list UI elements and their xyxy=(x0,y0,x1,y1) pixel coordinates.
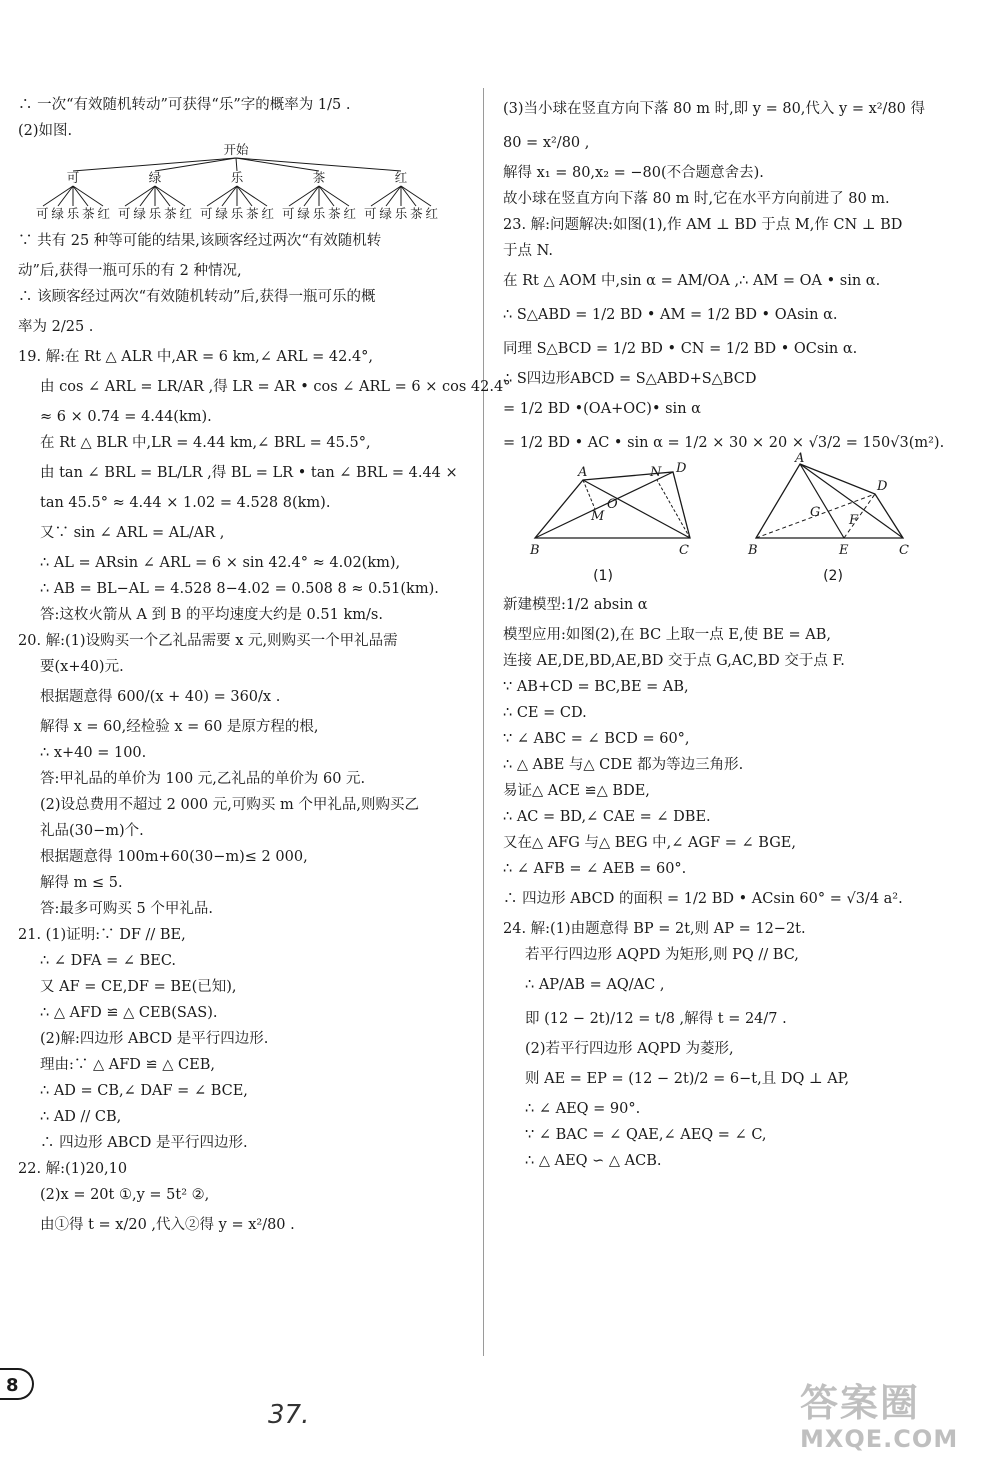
text-line: tan 45.5° ≈ 4.44 × 1.02 = 4.528 8(km). xyxy=(40,495,331,511)
text-line: ∴ △ AFD ≌ △ CEB(SAS). xyxy=(40,1005,218,1021)
text-line: 又∵ sin ∠ ARL = AL/AR , xyxy=(40,525,225,541)
point-label: B xyxy=(748,543,758,558)
site-watermark xyxy=(800,1372,994,1460)
tree-svg xyxy=(18,144,470,224)
point-label: G xyxy=(810,505,821,520)
text-line: 由 cos ∠ ARL = LR/AR ,得 LR = AR • cos ∠ ARL = 6 × cos 42.4° xyxy=(40,379,511,395)
text-line: 根据题意得 100m+60(30−m)≤ 2 000, xyxy=(40,849,308,865)
tree-edge xyxy=(73,186,103,206)
tree-edge xyxy=(319,186,334,206)
text-line: 80 = x²/80 , xyxy=(503,135,590,151)
tree-edge xyxy=(73,186,88,206)
text-line: 于点 N. xyxy=(503,243,553,259)
text-line: 解得 x₁ = 80,x₂ = −80(不合题意舍去). xyxy=(503,165,764,181)
tree-branch-label: 可 xyxy=(66,170,80,185)
text-line: 又 AF = CE,DF = BE(已知), xyxy=(40,979,237,995)
text-line: 答:甲礼品的单价为 100 元,乙礼品的单价为 60 元. xyxy=(40,771,366,787)
tree-leaf-labels: 可绿乐茶红 xyxy=(282,206,356,221)
tree-edge xyxy=(155,158,236,171)
text-line: ∴ 一次“有效随机转动”可获得“乐”字的概率为 1/5 . xyxy=(18,97,351,113)
point-label: M xyxy=(591,509,605,524)
text-line: (2)设总费用不超过 2 000 元,可购买 m 个甲礼品,则购买乙 xyxy=(40,797,419,813)
page-number: 8 xyxy=(0,1368,34,1400)
text-line: 在 Rt △ AOM 中,sin α = AM/OA ,∴ AM = OA • sin α. xyxy=(503,273,881,289)
text-line: ∵ AB+CD = BC,BE = AB, xyxy=(503,679,689,695)
tree-edge xyxy=(155,186,170,206)
tree-edge xyxy=(43,186,73,206)
tree-leaf-labels: 可绿乐茶红 xyxy=(364,206,438,221)
figure-2-quadrilateral xyxy=(747,451,909,584)
tree-edge xyxy=(401,186,416,206)
point-label: C xyxy=(679,543,689,558)
text-line: 答:这枚火箭从 A 到 B 的平均速度大约是 0.51 km/s. xyxy=(40,607,383,623)
text-line: 22. 解:(1)20,10 xyxy=(18,1161,128,1177)
text-line: 23. 解:问题解决:如图(1),作 AM ⊥ BD 于点 M,作 CN ⊥ BD xyxy=(503,217,903,233)
tree-edge xyxy=(237,186,267,206)
text-line: ≈ 6 × 0.74 = 4.44(km). xyxy=(40,409,212,425)
text-line: 同理 S△BCD = 1/2 BD • CN = 1/2 BD • OCsin α. xyxy=(503,341,858,357)
text-line: ∴ △ ABE 与△ CDE 都为等边三角形. xyxy=(503,757,744,773)
tree-edge xyxy=(207,186,237,206)
tree-branch-label: 红 xyxy=(394,170,408,185)
point-label: A xyxy=(795,451,805,466)
text-line: 在 Rt △ BLR 中,LR = 4.44 km,∠ BRL = 45.5°, xyxy=(40,435,371,451)
tree-branch-label: 绿 xyxy=(148,170,162,185)
tree-edge xyxy=(125,186,155,206)
text-line: 答:最多可购买 5 个甲礼品. xyxy=(40,901,213,917)
text-line: = 1/2 BD • AC • sin α = 1/2 × 30 × 20 × √3/2 = 150√3(m²). xyxy=(503,435,945,451)
text-line: 新建模型:1/2 absin α xyxy=(503,597,648,613)
text-line: 率为 2/25 . xyxy=(18,319,94,335)
text-line: 即 (12 − 2t)/12 = t/8 ,解得 t = 24/7 . xyxy=(525,1011,787,1027)
text-line: 要(x+40)元. xyxy=(40,659,124,675)
tree-edge xyxy=(222,186,237,206)
tree-branch-label: 茶 xyxy=(312,170,326,185)
column-divider xyxy=(483,88,484,1356)
text-line: = 1/2 BD •(OA+OC)• sin α xyxy=(503,401,701,417)
probability-tree-diagram xyxy=(18,144,470,224)
tree-edge xyxy=(237,186,252,206)
tree-root-label: 开始 xyxy=(223,142,249,157)
text-line: 由 tan ∠ BRL = BL/LR ,得 BL = LR • tan ∠ BRL = 4.44 × xyxy=(40,465,458,481)
text-line: ∴ 该顾客经过两次“有效随机转动”后,获得一瓶可乐的概 xyxy=(18,289,376,305)
text-line: 解得 x = 60,经检验 x = 60 是原方程的根, xyxy=(40,719,319,735)
text-line: ∴ 四边形 ABCD 的面积 = 1/2 BD • ACsin 60° = √3/4 a². xyxy=(503,891,903,907)
point-label: N xyxy=(650,465,662,480)
tree-leaf-labels: 可绿乐茶红 xyxy=(200,206,274,221)
text-line: 解得 m ≤ 5. xyxy=(40,875,123,891)
text-line: ∴ AC = BD,∠ CAE = ∠ DBE. xyxy=(503,809,711,825)
tree-edge xyxy=(58,186,73,206)
text-line: 21. (1)证明:∵ DF // BE, xyxy=(18,927,186,943)
point-label: O xyxy=(607,497,618,512)
text-line: 礼品(30−m)个. xyxy=(40,823,144,839)
point-label: A xyxy=(578,465,588,480)
text-line: 易证△ ACE ≌△ BDE, xyxy=(503,783,650,799)
text-line: (2)x = 20t ①,y = 5t² ②, xyxy=(40,1187,210,1203)
figure-1-caption: (1) xyxy=(593,568,613,584)
tree-edge xyxy=(319,186,349,206)
tree-edge xyxy=(140,186,155,206)
text-line: (3)当小球在竖直方向下落 80 m 时,即 y = 80,代入 y = x²/80 得 xyxy=(503,101,926,117)
text-line: ∴ ∠ DFA = ∠ BEC. xyxy=(40,953,177,969)
text-line: 理由:∵ △ AFD ≌ △ CEB, xyxy=(40,1057,215,1073)
text-line: ∴ S△ABD = 1/2 BD • AM = 1/2 BD • OAsin α. xyxy=(503,307,838,323)
tree-edge xyxy=(289,186,319,206)
tree-edge xyxy=(386,186,401,206)
text-line: (2)如图. xyxy=(18,123,73,139)
text-line: ∴ AD // CB, xyxy=(40,1109,122,1125)
text-line: ∴ x+40 = 100. xyxy=(40,745,147,761)
text-line: 连接 AE,DE,BD,AE,BD 交于点 G,AC,BD 交于点 F. xyxy=(503,653,845,669)
tree-edge xyxy=(371,186,401,206)
tree-branch-label: 乐 xyxy=(230,170,244,185)
text-line: 根据题意得 600/(x + 40) = 360/x . xyxy=(40,689,281,705)
watermark-url: MXQE.COM xyxy=(800,1425,959,1453)
text-line: ∴ AP/AB = AQ/AC , xyxy=(525,977,665,993)
text-line: (2)解:四边形 ABCD 是平行四边形. xyxy=(40,1031,269,1047)
text-line: ∴ CE = CD. xyxy=(503,705,587,721)
figures-svg xyxy=(503,451,963,588)
text-line: 19. 解:在 Rt △ ALR 中,AR = 6 km,∠ ARL = 42.4°, xyxy=(18,349,374,365)
watermark-logo: 答案圈 xyxy=(800,1381,921,1425)
text-line: ∴ △ AEQ ∽ △ ACB. xyxy=(525,1153,662,1169)
text-line: ∴ ∠ AFB = ∠ AEB = 60°. xyxy=(503,861,687,877)
text-line: 故小球在竖直方向下落 80 m 时,它在水平方向前进了 80 m. xyxy=(503,191,890,207)
geometry-figures xyxy=(503,451,963,588)
text-line: 模型应用:如图(2),在 BC 上取一点 E,使 BE = AB, xyxy=(503,627,832,643)
text-line: ∴ S四边形ABCD = S△ABD+S△BCD xyxy=(503,371,757,387)
point-label: E xyxy=(839,543,849,558)
point-label: D xyxy=(877,479,888,494)
text-line: 20. 解:(1)设购买一个乙礼品需要 x 元,则购买一个甲礼品需 xyxy=(18,633,398,649)
text-line: 若平行四边形 AQPD 为矩形,则 PQ // BC, xyxy=(525,947,799,963)
text-line: (2)若平行四边形 AQPD 为菱形, xyxy=(525,1041,734,1057)
text-line: ∴ AL = ARsin ∠ ARL = 6 × sin 42.4° ≈ 4.02(km), xyxy=(40,555,401,571)
left-column xyxy=(18,92,511,1242)
point-label: B xyxy=(530,543,540,558)
text-line: 又在△ AFG 与△ BEG 中,∠ AGF = ∠ BGE, xyxy=(503,835,796,851)
point-label: D xyxy=(676,461,687,476)
text-line: ∵ ∠ ABC = ∠ BCD = 60°, xyxy=(503,731,690,747)
tree-edge xyxy=(236,158,319,171)
figure-2-caption: (2) xyxy=(823,568,843,584)
tree-leaf-labels: 可绿乐茶红 xyxy=(36,206,110,221)
text-line: ∴ AD = CB,∠ DAF = ∠ BCE, xyxy=(40,1083,248,1099)
handwritten-note: 37. xyxy=(268,1400,310,1430)
text-line: ∵ 共有 25 种等可能的结果,该顾客经过两次“有效随机转 xyxy=(18,233,382,249)
text-line: 动”后,获得一瓶可乐的有 2 种情况, xyxy=(18,263,242,279)
tree-edge xyxy=(401,186,431,206)
text-line: 由①得 t = x/20 ,代入②得 y = x²/80 . xyxy=(40,1217,295,1233)
point-label: C xyxy=(899,543,909,558)
text-line: ∴ ∠ AEQ = 90°. xyxy=(525,1101,641,1117)
right-column xyxy=(503,92,963,1174)
text-line: ∵ ∠ BAC = ∠ QAE,∠ AEQ = ∠ C, xyxy=(525,1127,767,1143)
figure-1-quadrilateral xyxy=(529,461,690,584)
tree-leaf-labels: 可绿乐茶红 xyxy=(118,206,192,221)
text-line: ∴ 四边形 ABCD 是平行四边形. xyxy=(40,1135,248,1151)
text-line: ∴ AB = BL−AL = 4.528 8−4.02 = 0.508 8 ≈ 0.51(km). xyxy=(40,581,439,597)
text-line: 则 AE = EP = (12 − 2t)/2 = 6−t,且 DQ ⊥ AP, xyxy=(525,1071,850,1087)
point-label: F xyxy=(849,513,859,528)
text-line: 24. 解:(1)由题意得 BP = 2t,则 AP = 12−2t. xyxy=(503,921,806,937)
tree-edge xyxy=(304,186,319,206)
tree-edge xyxy=(155,186,185,206)
